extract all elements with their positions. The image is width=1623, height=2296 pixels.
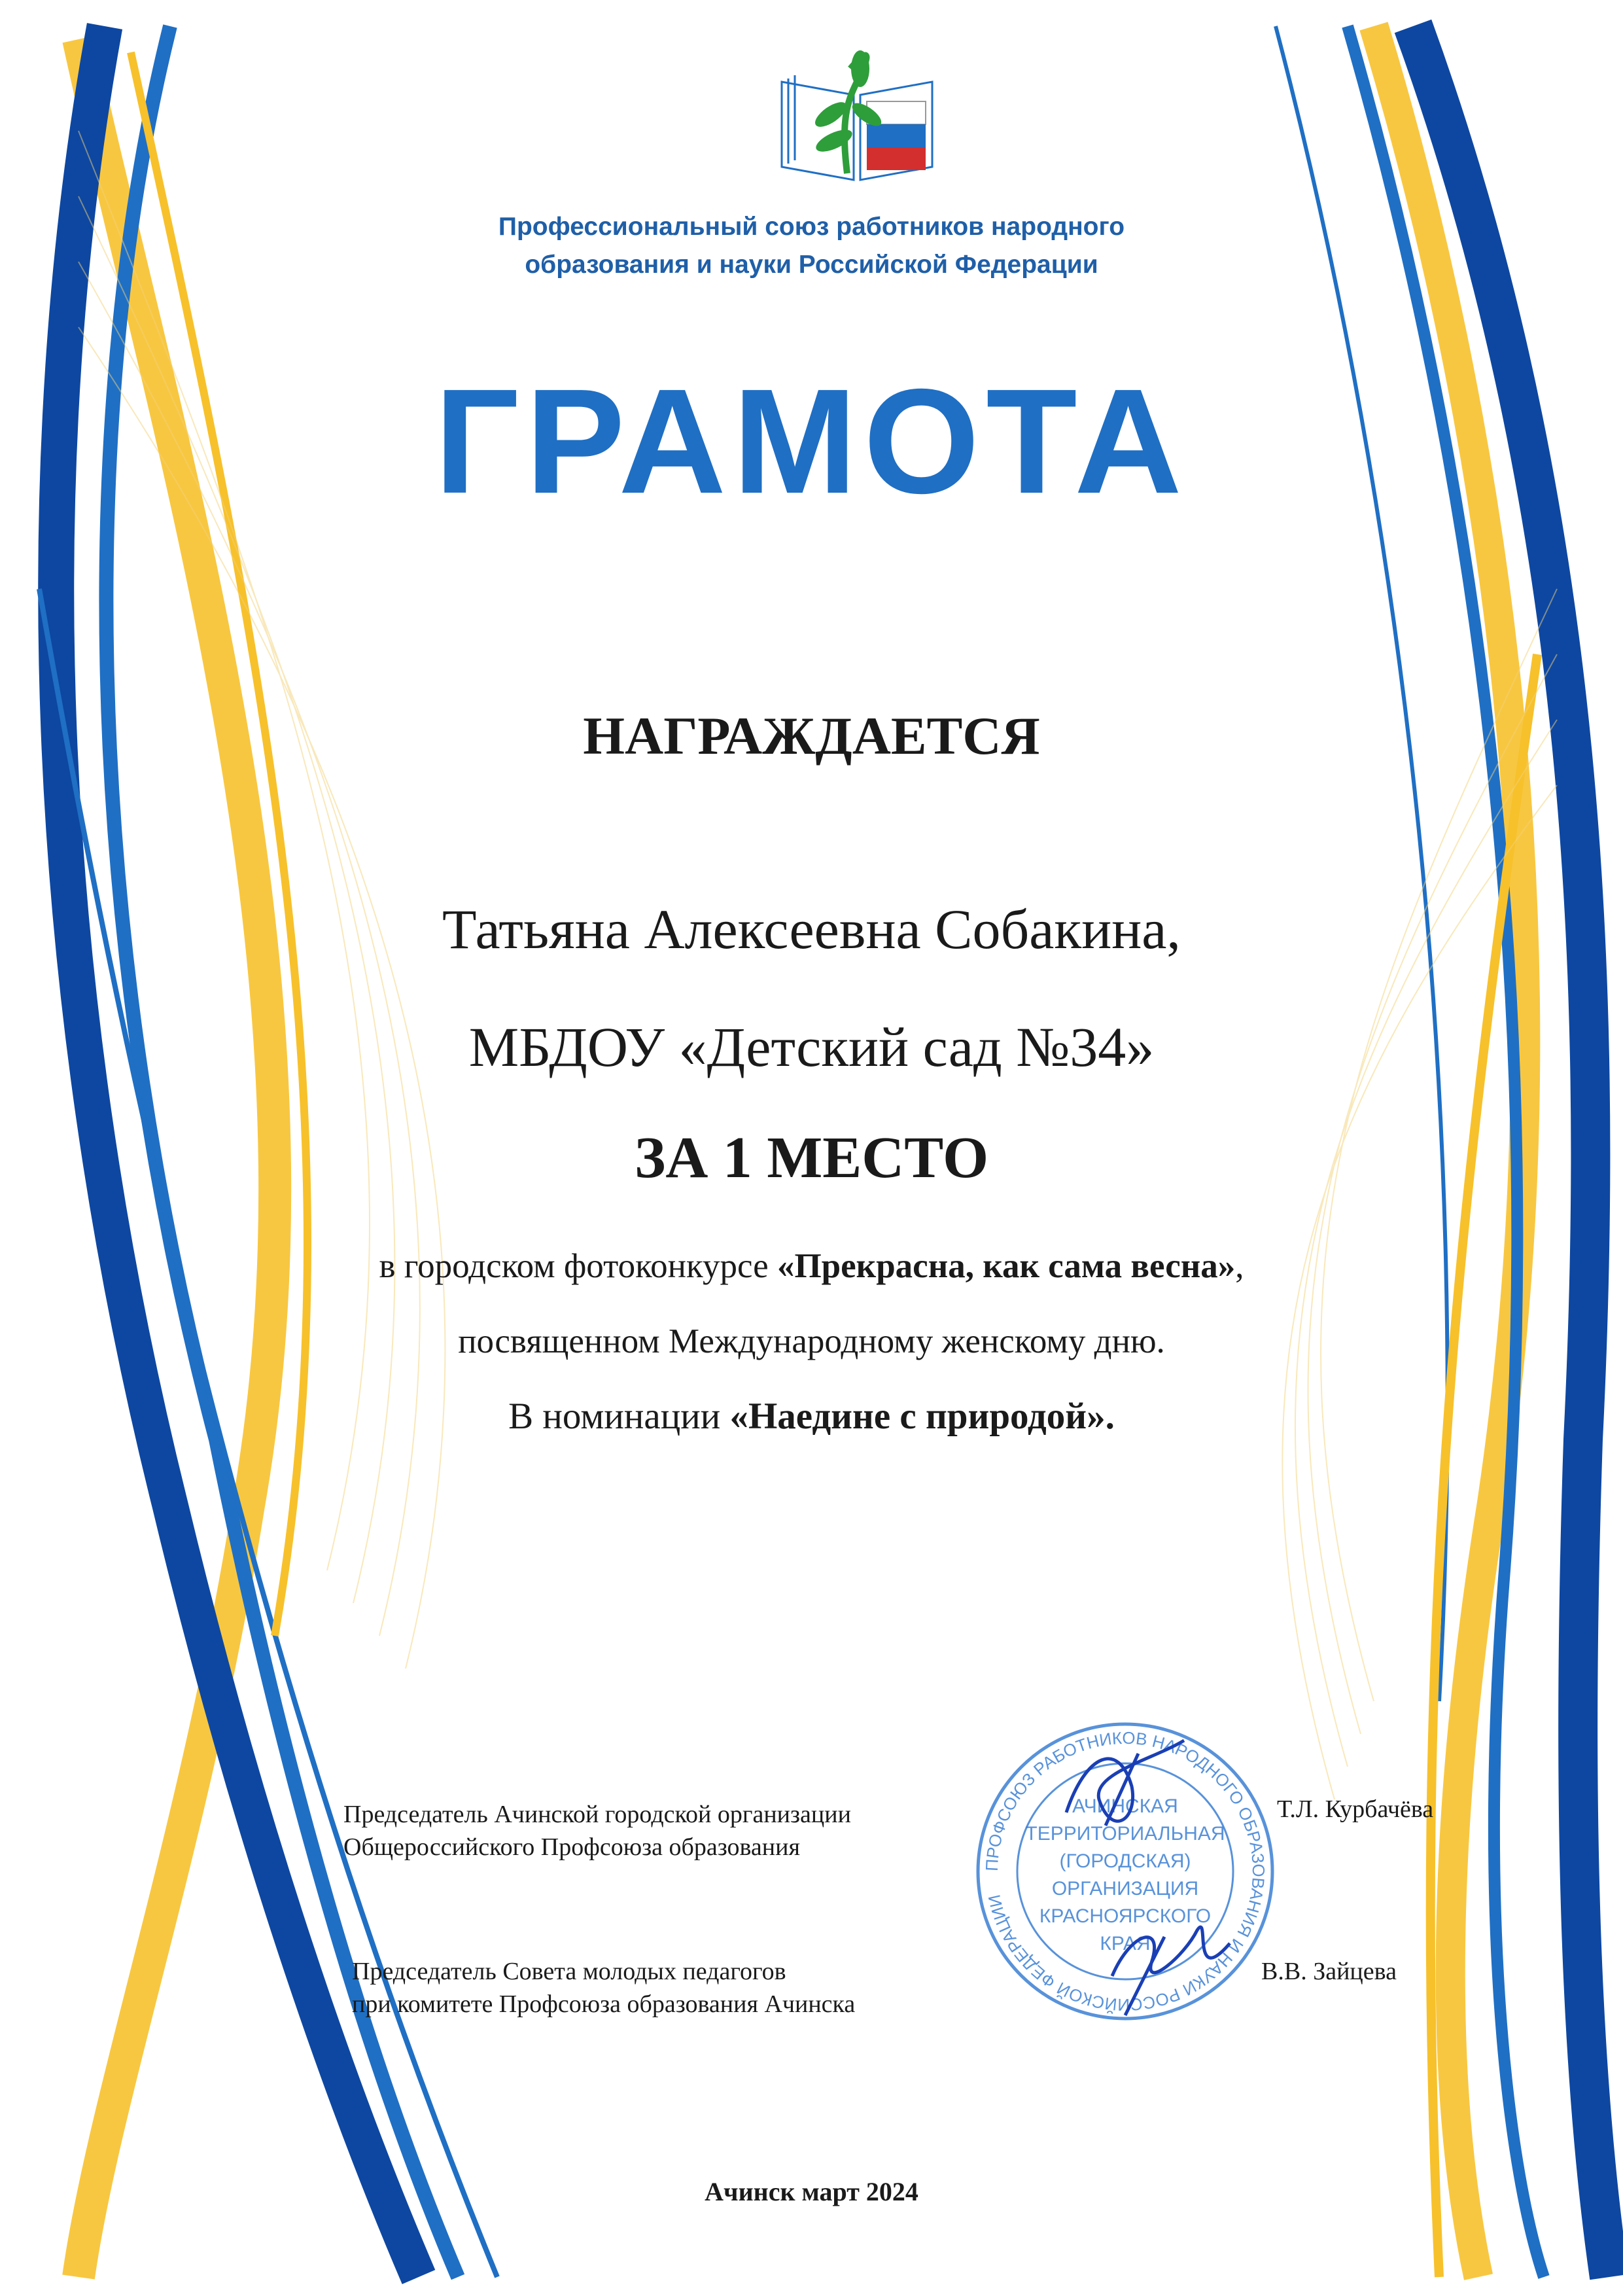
nomination-prefix: В номинации — [508, 1396, 730, 1437]
description-line-1 — [0, 1243, 1623, 1289]
description-prefix: в городском фотоконкурсе — [379, 1247, 777, 1285]
signature-2-position-line-1: Председатель Совета молодых педагогов — [352, 1958, 786, 1985]
seal-line-1: АЧИНСКАЯ — [1072, 1795, 1178, 1817]
awarded-label: НАГРАЖДАЕТСЯ — [583, 706, 1040, 766]
seal-line-3: (ГОРОДСКАЯ) — [1059, 1850, 1191, 1872]
nomination-name: «Наедине с природой». — [729, 1396, 1115, 1437]
signature-name-2: В.В. Зайцева — [1261, 1958, 1397, 1985]
description-line-3 — [0, 1394, 1623, 1439]
recipient-institution: МБДОУ «Детский сад №34» — [468, 1016, 1155, 1078]
signature-1-position-line-2: Общероссийского Профсоюза образования — [343, 1833, 800, 1861]
description-suffix: , — [1235, 1247, 1244, 1285]
organization-name — [0, 208, 1623, 284]
seal-line-4: ОРГАНИЗАЦИЯ — [1051, 1878, 1199, 1899]
footer-place-date: Ачинск март 2024 — [705, 2177, 918, 2206]
signature-2-position-line-2: при комитете Профсоюза образования Ачинска — [352, 1990, 856, 2018]
seal-ring-text: ПРОФСОЮЗ РАБОТНИКОВ НАРОДНОГО ОБРАЗОВАНИЯ И НАУКИ РОССИЙСКОЙ ФЕДЕРАЦИИ — [981, 1727, 1269, 2015]
seal-line-2: ТЕРРИТОРИАЛЬНАЯ — [1025, 1823, 1225, 1845]
signature-1-position-line-1: Председатель Ачинской городской организации — [343, 1801, 851, 1828]
seal-line-6: КРАЯ — [1100, 1933, 1151, 1954]
seal-line-5: КРАСНОЯРСКОГО — [1039, 1905, 1212, 1927]
organization-line-1: Профессиональный союз работников народного — [498, 213, 1125, 241]
signature-position-2 — [352, 1955, 855, 2021]
signature-position-1 — [343, 1798, 851, 1863]
signature-name-1: Т.Л. Курбачёва — [1277, 1795, 1434, 1823]
place-label: ЗА 1 МЕСТО — [634, 1125, 989, 1190]
description-line-2: посвященном Международному женскому дню. — [458, 1322, 1165, 1360]
profsoyuz-logo-icon — [769, 43, 945, 193]
official-seal — [968, 1714, 1282, 2028]
organization-line-2: образования и науки Российской Федерации — [525, 251, 1098, 279]
recipient-name: Татьяна Алексеевна Собакина, — [442, 898, 1181, 961]
document-title: ГРАМОТА — [434, 359, 1189, 525]
contest-name: «Прекрасна, как сама весна» — [777, 1247, 1236, 1285]
